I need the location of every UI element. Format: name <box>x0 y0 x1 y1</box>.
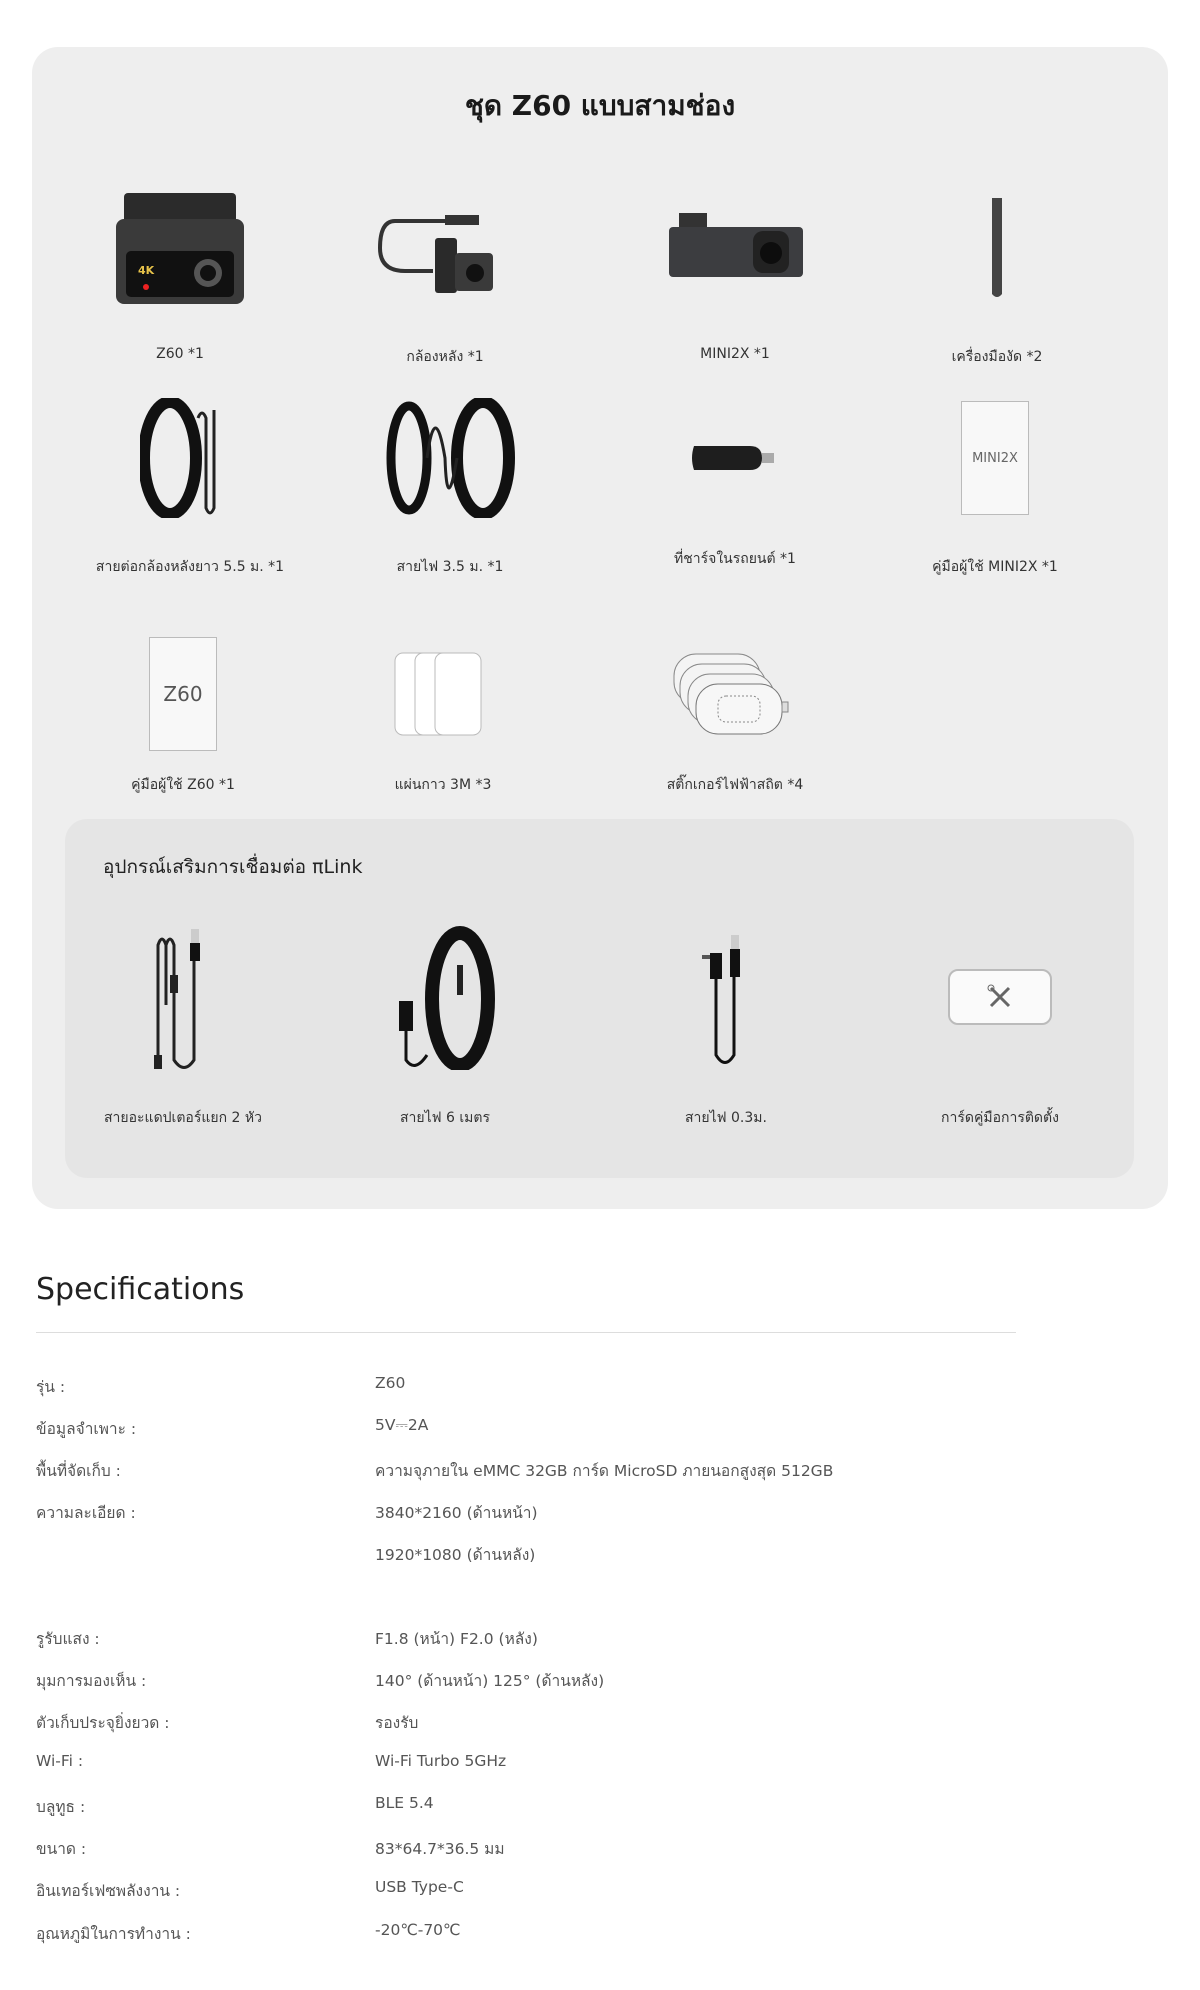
kit-item <box>605 634 865 796</box>
svg-text:4K: 4K <box>138 263 155 277</box>
adhesive-pad-icon <box>313 634 573 754</box>
kit-item <box>50 188 310 362</box>
power-cable-icon <box>315 922 575 1072</box>
rear-camera-icon <box>315 188 575 308</box>
kit-item-label: กล้องหลัง *1 <box>406 349 484 365</box>
kit-item-label: คู่มือผู้ใช้ MINI2X *1 <box>932 559 1058 575</box>
spec-label: อินเทอร์เฟซพลังงาน : <box>36 1882 181 1900</box>
accessory-item <box>53 922 313 1129</box>
kit-item <box>865 398 1125 578</box>
kit-item <box>313 634 573 796</box>
accessory-item <box>596 922 856 1129</box>
kit-item <box>60 398 320 578</box>
kit-item <box>320 398 580 578</box>
spec-label: ความละเอียด : <box>36 1504 136 1522</box>
spec-label: รุ่น : <box>36 1378 66 1396</box>
car-charger-icon <box>605 398 865 518</box>
kit-item-label: สติ๊กเกอร์ไฟฟ้าสถิต *4 <box>666 777 804 793</box>
power-cable-icon <box>320 398 580 518</box>
spec-label: มุมการมองเห็น : <box>36 1672 147 1690</box>
accessory-item <box>315 922 575 1129</box>
kit-item-label: สายไฟ 3.5 ม. *1 <box>396 559 504 575</box>
spec-label: รูรับแสง : <box>36 1630 100 1648</box>
spec-label: ตัวเก็บประจุยิ่งยวด : <box>36 1714 170 1732</box>
kit-item <box>605 398 865 570</box>
cable-icon <box>60 398 320 518</box>
short-cable-icon <box>596 922 856 1072</box>
accessory-item-label: การ์ดคู่มือการติดตั้ง <box>941 1110 1059 1126</box>
manual-cover-text: MINI2X <box>961 401 1029 515</box>
divider <box>36 1332 1016 1333</box>
spec-value: USB Type-C <box>375 1878 464 1896</box>
mini-camera-icon <box>605 188 865 308</box>
spec-value: -20℃-70℃ <box>375 1921 461 1939</box>
specifications-heading: Specifications <box>36 1272 245 1307</box>
spec-value: BLE 5.4 <box>375 1794 434 1812</box>
accessory-item <box>870 922 1130 1129</box>
spec-label: Wi-Fi : <box>36 1752 84 1770</box>
spec-value: Wi-Fi Turbo 5GHz <box>375 1752 507 1770</box>
spec-value: 3840*2160 (ด้านหน้า) <box>375 1504 538 1522</box>
kit-item-label: แผ่นกาว 3M *3 <box>394 777 492 793</box>
static-sticker-icon <box>605 634 865 754</box>
spec-label: พื้นที่จัดเก็บ : <box>36 1462 121 1480</box>
spec-value: 140° (ด้านหน้า) 125° (ด้านหลัง) <box>375 1672 605 1690</box>
accessory-item-label: สายไฟ 0.3ม. <box>685 1110 767 1126</box>
pry-tool-icon <box>867 188 1127 308</box>
manual-cover-text: Z60 <box>149 637 217 751</box>
spec-value: 5V⎓2A <box>375 1416 429 1434</box>
kit-item <box>605 188 865 362</box>
accessory-item-label: สายไฟ 6 เมตร <box>400 1110 490 1126</box>
manual-icon <box>53 634 313 754</box>
kit-item <box>315 188 575 368</box>
tools-icon <box>948 969 1052 1025</box>
spec-label: ขนาด : <box>36 1840 87 1858</box>
spec-label: อุณหภูมิในการทำงาน : <box>36 1925 191 1943</box>
kit-item-label: เครื่องมืองัด *2 <box>951 349 1043 365</box>
kit-title: ชุด Z60 แบบสามช่อง <box>464 89 736 122</box>
accessories-title: อุปกรณ์เสริมการเชื่อมต่อ πLink <box>103 856 363 878</box>
kit-item <box>867 188 1127 368</box>
manual-icon <box>865 398 1125 518</box>
dashcam-icon <box>50 188 310 308</box>
kit-item-label: MINI2X *1 <box>700 346 770 362</box>
spec-value: ความจุภายใน eMMC 32GB การ์ด MicroSD ภายนอกสูงสุด 512GB <box>375 1462 834 1480</box>
accessory-item-label: สายอะแดปเตอร์แยก 2 หัว <box>104 1110 262 1126</box>
kit-item-label: คู่มือผู้ใช้ Z60 *1 <box>131 777 235 793</box>
spec-value: Z60 <box>375 1374 406 1392</box>
spec-label: บลูทูธ : <box>36 1798 86 1816</box>
kit-item-label: สายต่อกล้องหลังยาว 5.5 ม. *1 <box>95 559 285 575</box>
kit-item-label: ที่ชาร์จในรถยนต์ *1 <box>674 551 796 567</box>
kit-item <box>53 634 313 796</box>
kit-item-label: Z60 *1 <box>156 346 204 362</box>
splitter-cable-icon <box>53 922 313 1072</box>
spec-value: รองรับ <box>375 1714 419 1732</box>
spec-label: ข้อมูลจำเพาะ : <box>36 1420 137 1438</box>
spec-value: F1.8 (หน้า) F2.0 (หลัง) <box>375 1630 538 1648</box>
spec-value: 1920*1080 (ด้านหลัง) <box>375 1546 536 1564</box>
spec-value: 83*64.7*36.5 มม <box>375 1840 505 1858</box>
